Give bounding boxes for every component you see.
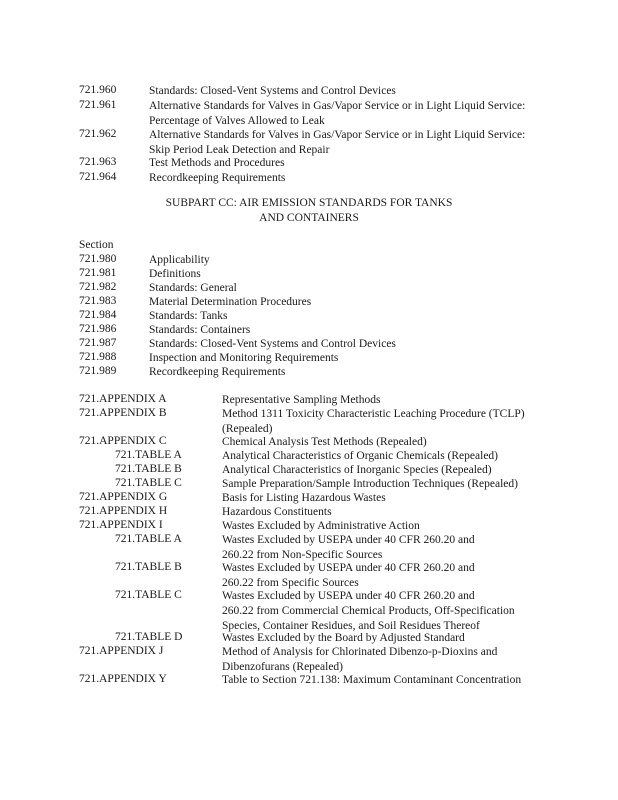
table-number: 721.TABLE C — [115, 477, 182, 489]
table-number: 721.TABLE A — [115, 533, 182, 545]
appendix-title: Representative Sampling Methods — [222, 394, 381, 406]
appendix-title: Method 1311 Toxicity Characteristic Leaching Procedure (TCLP) (Repealed) — [222, 408, 525, 435]
section-title: Definitions — [149, 268, 201, 280]
section-number: 721.983 — [79, 295, 117, 307]
section-title: Standards: Closed-Vent Systems and Control Devices — [149, 338, 396, 350]
appendix-title: Analytical Characteristics of Inorganic Species (Repealed) — [222, 464, 492, 476]
section-number: 721.964 — [79, 171, 117, 183]
section-title: Applicability — [149, 254, 210, 266]
appendix-number: 721.APPENDIX J — [79, 645, 164, 657]
subpart-heading-line1: SUBPART CC: AIR EMISSION STANDARDS FOR TANKS — [165, 197, 453, 209]
section-title: Test Methods and Procedures — [149, 157, 285, 169]
section-number: 721.963 — [79, 156, 117, 168]
appendix-title: Wastes Excluded by USEPA under 40 CFR 260.20 and 260.22 from Commercial Chemical Products, Off-Specification Species, Container Residues, and Soil Residues Thereof — [222, 590, 515, 632]
appendix-title: Basis for Listing Hazardous Wastes — [222, 492, 386, 504]
appendix-number: 721.APPENDIX G — [79, 491, 168, 503]
section-title: Alternative Standards for Valves in Gas/Vapor Service or in Light Liquid Service: Percentage of Valves Allowed to Leak — [149, 100, 526, 127]
table-number: 721.TABLE C — [115, 589, 182, 601]
appendix-number: 721.APPENDIX I — [79, 519, 163, 531]
section-label: Section — [79, 239, 114, 251]
appendix-title: Wastes Excluded by USEPA under 40 CFR 260.20 and 260.22 from Specific Sources — [222, 562, 475, 589]
section-title: Recordkeeping Requirements — [149, 172, 286, 184]
appendix-title: Wastes Excluded by Administrative Action — [222, 520, 420, 532]
appendix-title: Chemical Analysis Test Methods (Repealed) — [222, 436, 427, 448]
section-title: Standards: Containers — [149, 324, 251, 336]
section-title: Alternative Standards for Valves in Gas/Vapor Service or in Light Liquid Service: Skip Period Leak Detection and Repair — [149, 129, 526, 156]
appendix-title: Analytical Characteristics of Organic Chemicals (Repealed) — [222, 450, 498, 462]
appendix-title: Sample Preparation/Sample Introduction Techniques (Repealed) — [222, 478, 518, 490]
section-number: 721.962 — [79, 128, 117, 140]
appendix-title: Wastes Excluded by USEPA under 40 CFR 260.20 and 260.22 from Non-Specific Sources — [222, 534, 475, 561]
section-title: Standards: Tanks — [149, 310, 228, 322]
table-number: 721.TABLE B — [115, 463, 182, 475]
section-title: Standards: Closed-Vent Systems and Control Devices — [149, 85, 396, 97]
appendix-title: Table to Section 721.138: Maximum Contaminant Concentration — [222, 674, 522, 686]
subpart-heading-line2: AND CONTAINERS — [259, 212, 359, 224]
subpart-heading — [0, 196, 618, 226]
section-number: 721.987 — [79, 337, 117, 349]
section-number: 721.980 — [79, 253, 117, 265]
section-number: 721.989 — [79, 365, 117, 377]
table-number: 721.TABLE D — [115, 631, 183, 643]
appendix-number: 721.APPENDIX Y — [79, 673, 167, 685]
appendix-title: Hazardous Constituents — [222, 506, 332, 518]
section-title: Recordkeeping Requirements — [149, 366, 286, 378]
section-number: 721.960 — [79, 84, 117, 96]
appendix-number: 721.APPENDIX C — [79, 435, 167, 447]
section-title: Inspection and Monitoring Requirements — [149, 352, 339, 364]
section-number: 721.982 — [79, 281, 117, 293]
section-number: 721.981 — [79, 267, 117, 279]
section-title: Material Determination Procedures — [149, 296, 312, 308]
section-number: 721.961 — [79, 99, 117, 111]
appendix-title: Method of Analysis for Chlorinated Dibenzo-p-Dioxins and Dibenzofurans (Repealed) — [222, 646, 498, 673]
appendix-number: 721.APPENDIX A — [79, 393, 167, 405]
section-number: 721.984 — [79, 309, 117, 321]
section-number: 721.988 — [79, 351, 117, 363]
section-number: 721.986 — [79, 323, 117, 335]
table-number: 721.TABLE A — [115, 449, 182, 461]
table-number: 721.TABLE B — [115, 561, 182, 573]
appendix-number: 721.APPENDIX H — [79, 505, 168, 517]
appendix-title: Wastes Excluded by the Board by Adjusted Standard — [222, 632, 465, 644]
appendix-number: 721.APPENDIX B — [79, 407, 167, 419]
section-title: Standards: General — [149, 282, 237, 294]
